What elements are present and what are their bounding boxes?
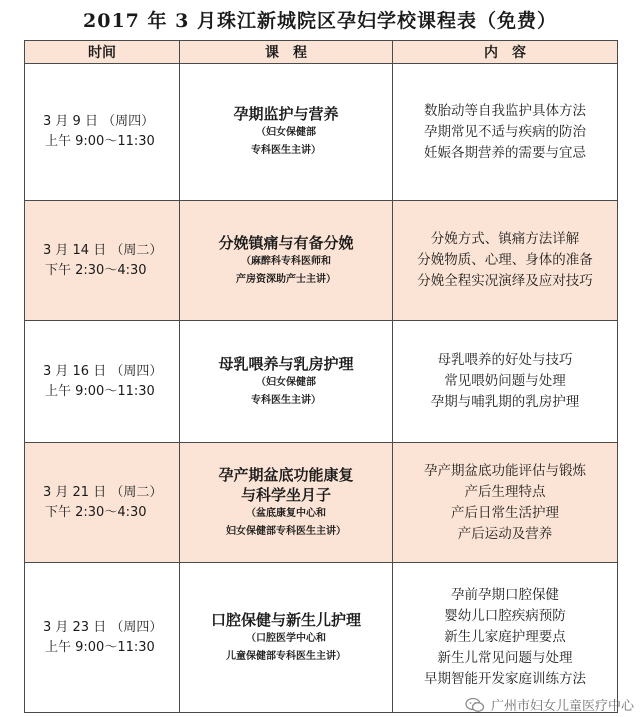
course-speaker: 专科医生主讲）: [251, 145, 321, 156]
course-name: 口腔保健与新生儿护理: [210, 610, 361, 629]
watermark: [465, 695, 634, 714]
session-date: 3 月 9 日 （周四）: [43, 114, 155, 129]
content-cell: [393, 563, 618, 713]
course-cell: [180, 563, 393, 713]
table-header-row: [25, 41, 618, 64]
content-item: 孕期常见不适与疾病的防治: [424, 123, 586, 140]
content-item: 产后日常生活护理: [451, 504, 559, 521]
course-speaker: （妇女保健部: [256, 127, 316, 138]
course-name: 孕产期盆底功能康复: [218, 465, 354, 484]
content-cell: [393, 443, 618, 563]
course-speaker: （妇女保健部: [256, 376, 316, 388]
table-row: [25, 563, 618, 713]
course-speaker: 产房资深助产士主讲）: [236, 273, 336, 285]
content-item: 孕产期盆底功能评估与锻炼: [424, 462, 586, 479]
content-item: 新生儿常见问题与处理: [437, 650, 573, 666]
content-item: 孕前孕期口腔保健: [451, 587, 559, 603]
course-speaker: （口腔医学中心和: [246, 632, 326, 644]
schedule-title: 2017 年 3 月珠江新城院区孕妇学校课程表（免费）: [83, 10, 557, 32]
time-cell: [25, 563, 180, 713]
content-item: 产后运动及营养: [457, 525, 553, 542]
wechat-icon: [465, 697, 485, 713]
course-name: 分娩镇痛与有备分娩: [218, 233, 354, 252]
content-cell: [393, 64, 618, 201]
course-name: 孕期监护与营养: [233, 105, 339, 123]
session-date: 3 月 23 日 （周四）: [43, 619, 163, 635]
content-item: 分娩物质、心理、身体的准备: [417, 252, 593, 268]
course-name: 与科学坐月子: [240, 485, 331, 504]
content-cell: [393, 321, 618, 443]
content-item: 常见喂奶问题与处理: [444, 373, 566, 389]
content-item: 母乳喂养的好处与技巧: [437, 352, 573, 368]
table-row: [25, 64, 618, 201]
content-item: 产后生理特点: [464, 483, 546, 500]
session-date: 3 月 16 日 （周四）: [43, 363, 163, 379]
watermark-text: 广州市妇女儿童医疗中心: [490, 699, 634, 714]
header-course: 课 程: [180, 41, 393, 64]
time-cell: [25, 443, 180, 563]
course-cell: [180, 201, 393, 321]
course-schedule-table: [24, 40, 618, 713]
content-cell: [393, 201, 618, 321]
session-time: 下午 2:30～4:30: [45, 504, 147, 520]
course-speaker: 儿童保健部专科医生主讲）: [226, 650, 346, 662]
session-time: 下午 2:30～4:30: [45, 262, 147, 278]
table-row: [25, 443, 618, 563]
content-item: 婴幼儿口腔疾病预防: [444, 608, 566, 624]
course-speaker: 专科医生主讲）: [251, 394, 321, 406]
course-speaker: 妇女保健部专科医生主讲）: [226, 525, 346, 537]
table-row: [25, 321, 618, 443]
course-speaker: （麻醉科专科医师和: [241, 255, 331, 267]
course-cell: [180, 64, 393, 201]
content-item: 分娩方式、镇痛方法详解: [430, 231, 580, 247]
content-item: 孕期与哺乳期的乳房护理: [430, 394, 580, 410]
course-name: 母乳喂养与乳房护理: [218, 354, 354, 373]
time-cell: [25, 321, 180, 443]
course-cell: [180, 321, 393, 443]
content-item: 数胎动等自我监护具体方法: [424, 102, 586, 119]
session-date: 3 月 14 日 （周二）: [43, 242, 163, 258]
time-cell: [25, 64, 180, 201]
session-time: 上午 9:00～11:30: [45, 639, 155, 655]
course-speaker: （盆底康复中心和: [246, 507, 326, 519]
content-item: 早期智能开发家庭训练方法: [424, 671, 586, 687]
session-time: 上午 9:00～11:30: [45, 383, 155, 399]
time-cell: [25, 201, 180, 321]
content-item: 妊娠各期营养的需要与宜忌: [424, 144, 586, 161]
header-time: 时间: [25, 41, 180, 64]
session-time: 上午 9:00～11:30: [45, 134, 155, 149]
session-date: 3 月 21 日 （周二）: [43, 484, 163, 500]
content-item: 分娩全程实况演绎及应对技巧: [417, 273, 593, 289]
course-cell: [180, 443, 393, 563]
header-content: 内 容: [393, 41, 618, 64]
content-item: 新生儿家庭护理要点: [444, 629, 566, 645]
table-row: [25, 201, 618, 321]
